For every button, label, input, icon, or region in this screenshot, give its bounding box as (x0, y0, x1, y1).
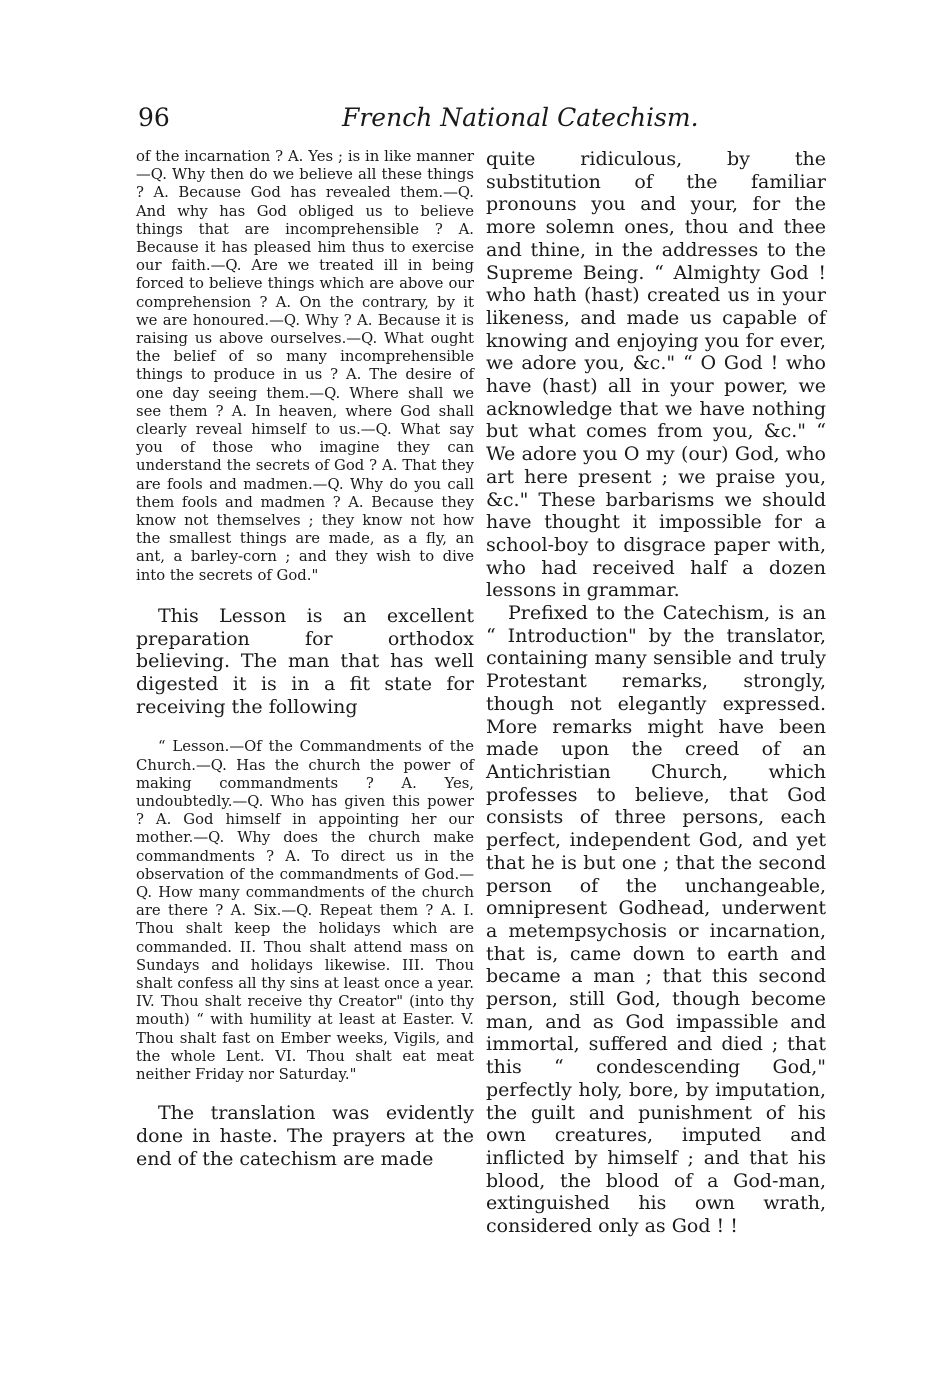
catechism-excerpt-commandments: “ Lesson.—Of the Commandments of the Church.—Q. Has the church the power of making commandments ? A. Yes, undoubtedly.—Q. Who has given this power ? A. God himself in appointing her our mother.—Q. Why does the church make commandments ? A. To direct us in the observation of the commandments of God.—Q. How many commandments of the church are there ? A. Six.—Q. Repeat them ? A. I. Thou shalt keep the holidays which are commanded. II. Thou shalt attend mass on Sundays and holidays likewise. III. Thou shalt confess all thy sins at least once a year. IV. Thou shalt receive thy Creator" (into thy mouth) “ with humility at least at Easter. V. Thou shalt fast on Ember weeks, Vigils, and the whole Lent. VI. Thou shalt eat meat neither Friday nor Saturday." (136, 738, 474, 1084)
commentary-translation: The translation was evidently done in haste. The prayers at the end of the catechism are made (136, 1102, 474, 1170)
catechism-excerpt-faith: of the incarnation ? A. Yes ; is in like manner —Q. Why then do we believe all these things ? A. Because God has revealed them.—Q. And why has God obliged us to believe things that are incomprehensible ? A. Because it has pleased him thus to exercise our faith.—Q. Are we treated ill in being forced to believe things which are above our comprehension ? A. On the contrary, by it we are honoured.—Q. Why ? A. Because it is raising us above ourselves.—Q. What ought the belief of so many incomprehensible things to produce in us ? A. The desire of one day seeing them.—Q. Where shall we see them ? A. In heaven, where God shall clearly reveal himself to us.—Q. What say you of those who imagine they can understand the secrets of God ? A. That they are fools and madmen.—Q. Why do you call them fools and madmen ? A. Because they know not themselves ; they know not how the smallest things are made, as a fly, an ant, a barley-corn ; and they wish to dive into the secrets of God." (136, 148, 474, 584)
paragraph-pronouns: quite ridiculous, by the substitution of the familiar pronouns you and your, for the more solemn ones, thou and thee and thine, in the addresses to the Supreme Being. “ Almighty God ! who hath (hast) created us in your likeness, and made us capable of knowing and enjoying you for ever, we adore you, &c." “ O God ! who have (hast) all in your power, we acknowledge that we have nothing but what comes from you, &c." “ We adore you O my (our) God, who art here present ; we praise you, &c." These barbarisms we should have thought it impossible for a school-boy to disgrace paper with, who had received half a dozen lessons in grammar. (486, 148, 826, 602)
running-title: French National Catechism. (342, 103, 699, 132)
page-number: 96 (138, 103, 170, 132)
right-column (486, 148, 826, 1238)
commentary-lesson: This Lesson is an excellent preparation for orthodox believing. The man that has well digested it is in a fit state for receiving the following (136, 604, 474, 718)
paragraph-introduction: Prefixed to the Catechism, is an “ Introduction" by the translator, containing many sensible and truly Protestant remarks, strongly, though not elegantly expressed. More remarks might have been made upon the creed of an Antichristian Church, which professes to believe, that God consists of three persons, each perfect, independent God, and yet that he is but one ; that the second person of the unchangeable, omnipresent Godhead, underwent a metempsychosis or incarnation, that is, came down to earth and became a man ; that this second person, still God, though become man, and as God impassible and immortal, suffered and died ; that this “ condescending God," perfectly holy, bore, by imputation, the guilt and punishment of his own creatures, imputed and inflicted by himself ; and that his blood, the blood of a God-man, extinguished his own wrath, considered only as God ! ! (486, 602, 826, 1238)
page-header (0, 103, 942, 143)
left-column (136, 148, 474, 1170)
